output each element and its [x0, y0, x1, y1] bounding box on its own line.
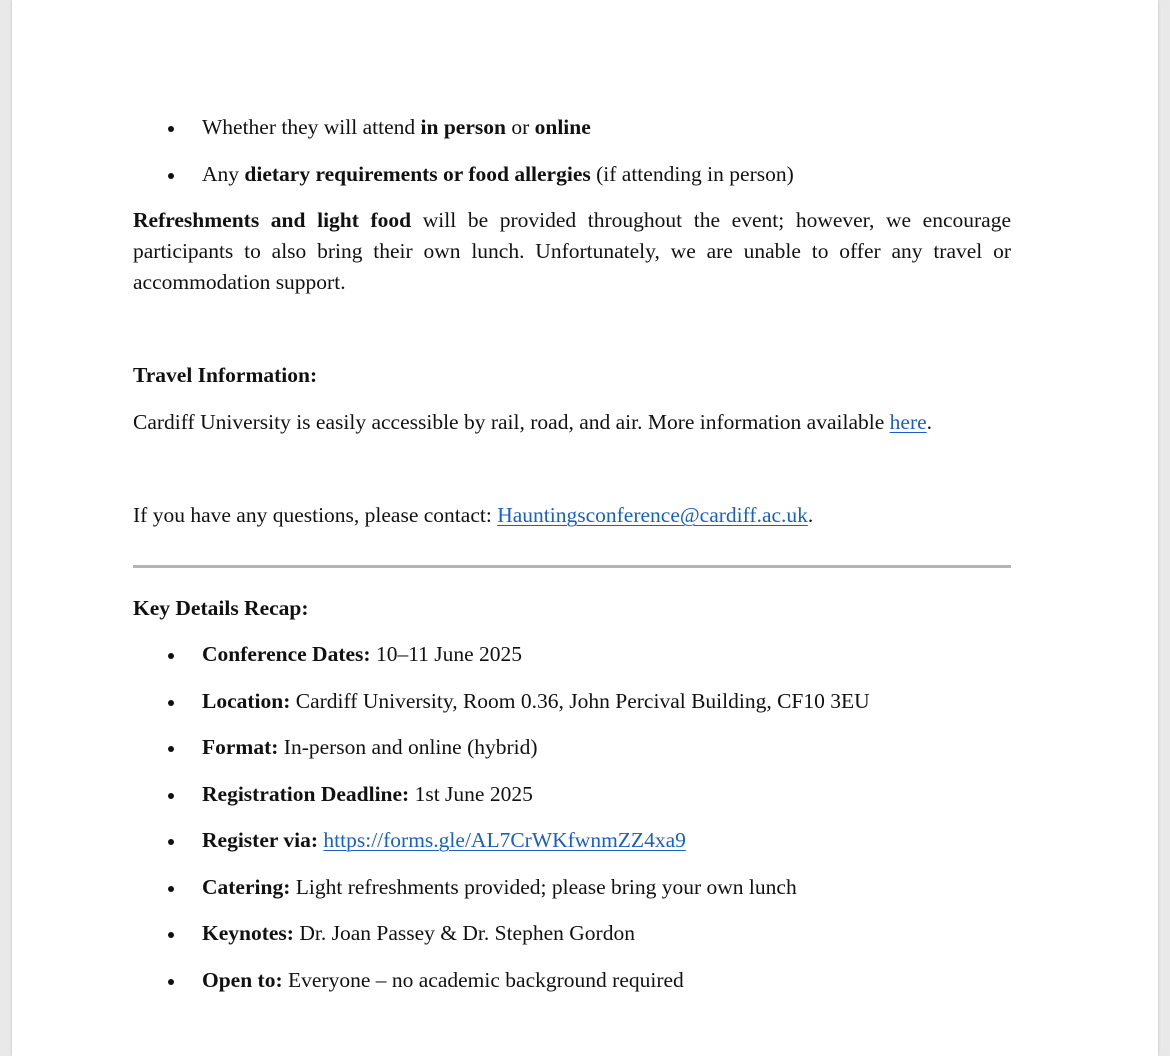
contact-end: .: [807, 503, 814, 527]
recap-label: Keynotes:: [202, 921, 294, 945]
list-item-bold: online: [534, 115, 591, 139]
recap-item-catering: [133, 872, 1011, 903]
bullet-icon: [168, 886, 174, 892]
recap-label: Catering:: [202, 874, 291, 899]
refreshments-text: will be provided throughout the event; however, we encourage participants to also bring their own lunch. Unfortunately, we are unable to offer any travel or accommodation support.: [133, 208, 1011, 294]
contact-paragraph: [133, 500, 813, 531]
list-item: [133, 112, 1011, 143]
refreshments-paragraph: [133, 205, 1011, 298]
travel-end: .: [926, 410, 933, 434]
list-item-text: or: [505, 115, 535, 139]
contact-email-link[interactable]: Hauntingsconference@cardiff.ac.uk: [497, 503, 808, 527]
travel-info-link[interactable]: here: [889, 410, 927, 434]
bullet-icon: [168, 700, 174, 706]
recap-value: Everyone – no academic background required: [282, 967, 684, 992]
bullet-icon: [168, 793, 174, 799]
refreshments-bold: Refreshments and light food: [133, 208, 412, 232]
bullet-icon: [168, 653, 174, 659]
contact-text: If you have any questions, please contact:: [133, 503, 498, 527]
recap-item-location: [133, 686, 1011, 717]
recap-label: Register via:: [202, 828, 319, 852]
travel-heading: Travel Information:: [133, 363, 318, 387]
recap-label: Location:: [202, 688, 291, 713]
recap-list: [133, 639, 1011, 1011]
section-divider: [133, 565, 1011, 568]
bullet-icon: [168, 932, 174, 938]
recap-label: Open to:: [202, 967, 283, 992]
recap-item-open-to: [133, 965, 1011, 996]
recap-value: 1st June 2025: [409, 781, 533, 806]
list-item-bold: in person: [420, 115, 506, 139]
recap-item-format: [133, 732, 1011, 763]
recap-value: Dr. Joan Passey & Dr. Stephen Gordon: [293, 921, 635, 945]
recap-item-deadline: [133, 779, 1011, 810]
recap-value: Light refreshments provided; please bring your own lunch: [290, 874, 797, 899]
travel-text: Cardiff University is easily accessible by rail, road, and air. More information available: [133, 410, 890, 434]
recap-heading: Key Details Recap:: [133, 596, 309, 620]
list-item-bold: dietary requirements or food allergies: [244, 161, 591, 186]
list-item-text: Whether they will attend: [202, 115, 421, 139]
recap-value: 10–11 June 2025: [370, 642, 523, 666]
recap-label: Format:: [202, 735, 279, 759]
register-link[interactable]: https://forms.gle/AL7CrWKfwnmZZ4xa9: [323, 828, 686, 852]
list-item-text: (if attending in person): [590, 161, 794, 186]
recap-item-keynotes: [133, 918, 1011, 949]
attendance-list: [133, 112, 1011, 205]
bullet-icon: [168, 173, 174, 179]
recap-label: Conference Dates:: [202, 642, 371, 666]
bullet-icon: [168, 839, 174, 845]
list-item: [133, 159, 1011, 190]
bullet-icon: [168, 979, 174, 985]
recap-label: Registration Deadline:: [202, 781, 410, 806]
list-item-text: Any: [202, 161, 245, 186]
travel-paragraph: [133, 407, 932, 438]
recap-item-dates: [133, 639, 1011, 670]
bullet-icon: [168, 746, 174, 752]
recap-item-register: [133, 825, 1011, 856]
bullet-icon: [168, 126, 174, 132]
recap-value: In-person and online (hybrid): [278, 735, 538, 759]
recap-value: Cardiff University, Room 0.36, John Percival Building, CF10 3EU: [290, 688, 870, 713]
